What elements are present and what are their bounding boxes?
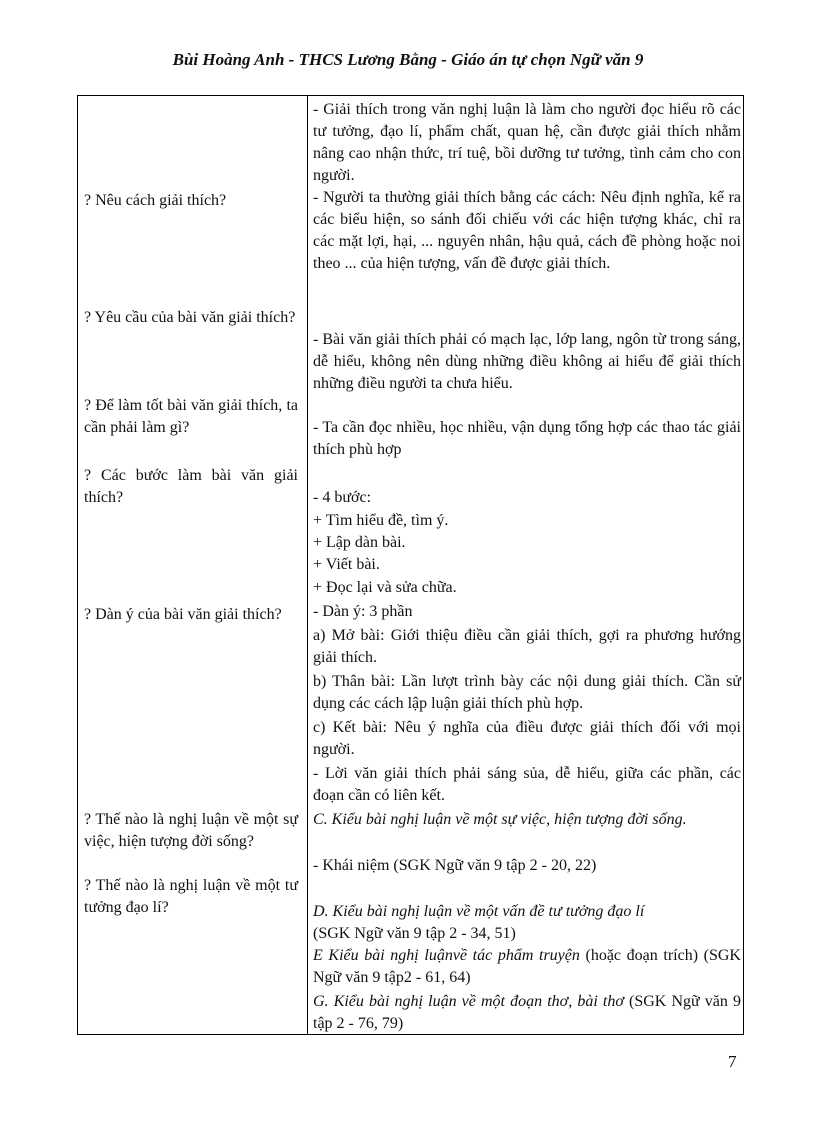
step-item: + Lập dàn bài. xyxy=(313,534,406,551)
answer-how-to: - Ta cần đọc nhiều, học nhiều, vận dụng tổng hợp các thao tác giải thích phù hợp xyxy=(313,419,741,458)
section-d xyxy=(313,901,741,945)
question-social-issue: ? Thế nào là nghị luận về một sự việc, hiện tượng đời sống? xyxy=(84,811,298,850)
question-requirements: ? Yêu cầu của bài văn giải thích? xyxy=(84,309,296,326)
answer-explain-definition: - Giải thích trong văn nghị luận là làm cho người đọc hiểu rõ các tư tưởng, đạo lí, phẩm chất, quan hệ, cần được giải thích nhằm nâng cao nhận thức, trí tuệ, bồi dưỡng tư tưởng, tình cảm cho con người. xyxy=(313,101,741,184)
step-item: + Đọc lại và sửa chữa. xyxy=(313,579,457,596)
outline-item-intro: a) Mở bài: Giới thiệu điều cần giải thích, gợi ra phương hướng giải thích. xyxy=(313,627,741,666)
section-g-title: G. Kiểu bài nghị luận về một đoạn thơ, bài thơ xyxy=(313,993,624,1010)
section-e xyxy=(313,945,741,989)
step-item: + Viết bài. xyxy=(313,556,380,573)
section-e-title: E Kiểu bài nghị luậnvề tác phẩm truyện xyxy=(313,947,580,964)
answer-explain-methods: - Người ta thường giải thích bằng các cách: Nêu định nghĩa, kể ra các biểu hiện, so sánh đối chiếu với các hiện tượng khác, chỉ ra các mặt lợi, hại, ... nguyên nhân, hậu quả, cách đề phòng hoặc noi theo ... của hiện tượng, vấn đề được giải thích. xyxy=(313,189,741,272)
page-number: 7 xyxy=(728,1052,737,1071)
section-e-reference: (hoặc đoạn trích) (SGK Ngữ văn 9 tập2 - 61, 64) xyxy=(313,947,741,986)
step-item: + Tìm hiểu đề, tìm ý. xyxy=(313,512,449,529)
style-note: - Lời văn giải thích phải sáng sủa, dễ hiểu, giữa các phần, các đoạn cần có liên kết. xyxy=(313,765,741,804)
page-header: Bùi Hoàng Anh - THCS Lương Bằng - Giáo án tự chọn Ngữ văn 9 xyxy=(172,50,644,69)
steps-title: - 4 bước: xyxy=(313,489,372,506)
content-table xyxy=(77,95,744,1035)
section-g-reference: (SGK Ngữ văn 9 tập 2 - 76, 79) xyxy=(313,993,741,1032)
section-c-reference: - Khái niệm (SGK Ngữ văn 9 tập 2 - 20, 22) xyxy=(313,857,597,874)
question-ideology: ? Thế nào là nghị luận về một tư tưởng đạo lí? xyxy=(84,877,298,916)
outline-item-body: b) Thân bài: Lần lượt trình bày các nội dung giải thích. Cần sử dụng các cách lập luận giải thích phù hợp. xyxy=(313,673,741,712)
answer-requirements: - Bài văn giải thích phải có mạch lạc, lớp lang, ngôn từ trong sáng, dễ hiểu, không nên dùng những điều không ai hiểu để giải thích những điều người ta chưa hiểu. xyxy=(313,331,741,392)
section-d-reference: (SGK Ngữ văn 9 tập 2 - 34, 51) xyxy=(313,925,516,942)
outline-title: - Dàn ý: 3 phần xyxy=(313,603,413,620)
question-steps: ? Các bước làm bài văn giải thích? xyxy=(84,467,298,506)
column-divider xyxy=(307,96,308,1034)
section-d-title: D. Kiểu bài nghị luận về một vấn đề tư tưởng đạo lí xyxy=(313,903,645,920)
section-c-title: C. Kiểu bài nghị luận về một sự việc, hiện tượng đời sống. xyxy=(313,811,687,828)
section-g xyxy=(313,991,741,1035)
question-explain-method: ? Nêu cách giải thích? xyxy=(84,192,227,209)
question-outline: ? Dàn ý của bài văn giải thích? xyxy=(84,606,282,623)
outline-item-conclusion: c) Kết bài: Nêu ý nghĩa của điều được giải thích đối với mọi người. xyxy=(313,719,741,758)
question-how-to: ? Để làm tốt bài văn giải thích, ta cần phải làm gì? xyxy=(84,397,298,436)
